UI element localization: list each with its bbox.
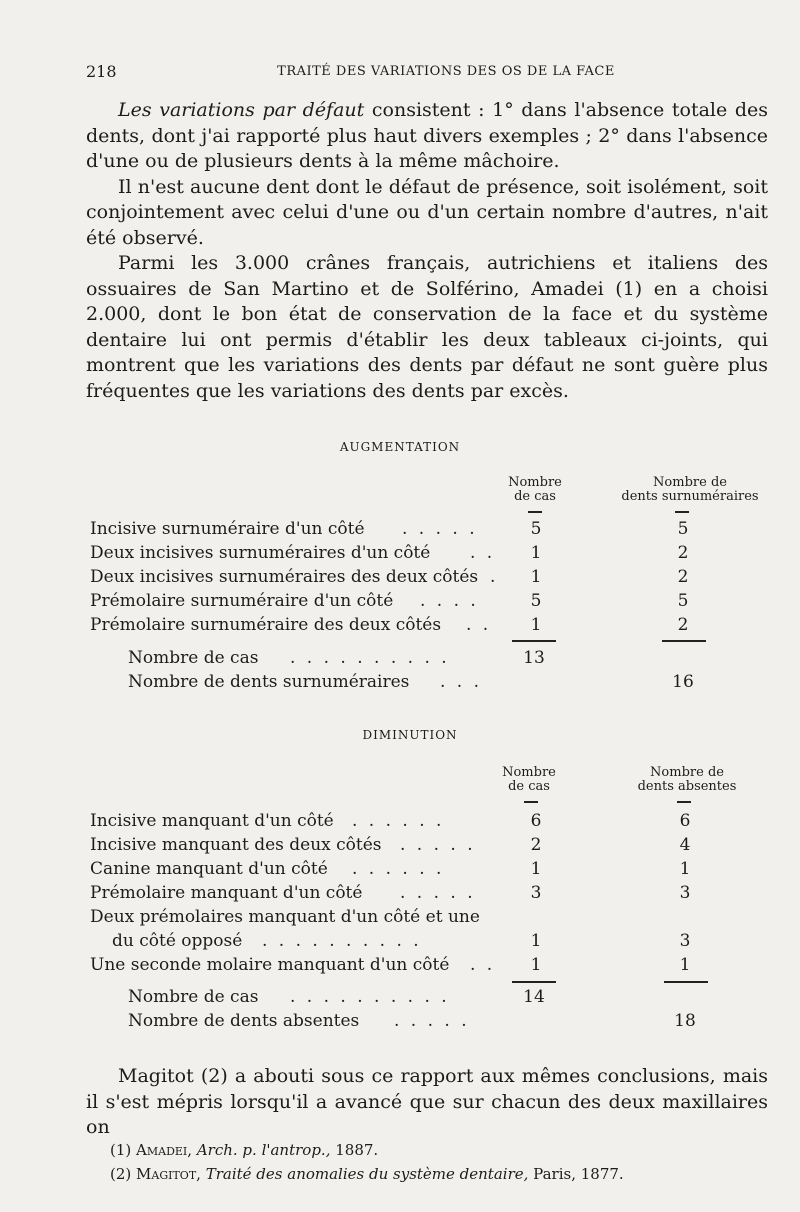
total-cases-value: 14 <box>523 987 545 1007</box>
cases-value: 6 <box>530 811 542 831</box>
teeth-value: 6 <box>679 811 691 831</box>
footnote-2 <box>110 1162 770 1186</box>
col-header-line: dents surnuméraires <box>621 489 759 504</box>
row-label: Prémolaire manquant d'un côté <box>90 883 363 903</box>
teeth-value: 1 <box>679 859 691 879</box>
row-label: Incisive manquant d'un côté <box>90 811 334 831</box>
footnote-year: 1887. <box>335 1141 379 1159</box>
sum-rule <box>512 981 556 983</box>
teeth-value: 5 <box>677 519 689 539</box>
augmentation-col-cases-header <box>505 476 565 504</box>
diminution-col-cases-header <box>497 766 561 794</box>
row-label: du côté opposé <box>112 931 243 951</box>
total-cases-value: 13 <box>523 648 545 668</box>
teeth-value: 2 <box>677 615 689 635</box>
cases-value: 3 <box>530 883 542 903</box>
paragraph-1 <box>86 98 768 175</box>
diminution-title: DIMINUTION <box>362 728 458 742</box>
cases-value: 1 <box>530 543 542 563</box>
table-row <box>90 542 768 565</box>
footnote-author: Amadei, <box>136 1141 193 1159</box>
sum-rule <box>664 981 708 983</box>
total-label: Nombre de dents absentes <box>128 1011 360 1031</box>
footnote-author: Magitot, <box>136 1165 201 1183</box>
header-dash <box>675 511 689 513</box>
table-row <box>90 614 768 637</box>
leader-dots: . <box>490 567 499 587</box>
paragraph-3: Parmi les 3.000 crânes français, autrichiens et italiens des ossuaires de San Martino et de Solférino, Amadei (1) en a choisi 2.000, dont le bon état de conservation de la face et du système dentaire lui ont permis d'établir les deux tableaux ci-joints, qui montrent que les variations des dents par défaut ne sont guère plus fréquentes que les variations des dents par excès. <box>86 252 768 402</box>
sum-rule <box>662 640 706 642</box>
row-label: Une seconde molaire manquant d'un côté <box>90 955 450 975</box>
footnote-1 <box>110 1138 770 1162</box>
leader-dots: . . <box>470 955 496 975</box>
cases-value: 1 <box>530 931 542 951</box>
table-row <box>90 906 768 929</box>
teeth-value: 4 <box>679 835 691 855</box>
total-row <box>128 671 768 694</box>
footnote-number: (1) <box>110 1141 132 1159</box>
cases-value: 5 <box>530 591 542 611</box>
col-header-line: Nombre <box>508 475 562 490</box>
leader-dots: . . . . <box>420 591 479 611</box>
teeth-value: 2 <box>677 567 689 587</box>
leader-dots: . . <box>470 543 496 563</box>
total-row <box>128 1010 768 1033</box>
leader-dots: . . . . . <box>394 1011 470 1031</box>
row-label: Deux incisives surnuméraires des deux côtés <box>90 567 479 587</box>
total-label: Nombre de dents surnuméraires <box>128 672 410 692</box>
italic-phrase: Les variations par défaut <box>118 99 365 121</box>
cases-value: 1 <box>530 955 542 975</box>
diminution-col-teeth-header <box>612 766 762 794</box>
total-teeth-value: 18 <box>674 1011 696 1031</box>
col-header-line: dents absentes <box>637 779 737 794</box>
table-row <box>112 930 768 953</box>
leader-dots: . . . . . . . . . . <box>290 648 450 668</box>
teeth-value: 2 <box>677 543 689 563</box>
table-row <box>90 518 768 541</box>
header-dash <box>524 801 538 803</box>
row-label: Incisive surnuméraire d'un côté <box>90 519 365 539</box>
cases-value: 2 <box>530 835 542 855</box>
sum-rule <box>512 640 556 642</box>
teeth-value: 3 <box>679 883 691 903</box>
row-label: Deux incisives surnuméraires d'un côté <box>90 543 431 563</box>
cases-value: 1 <box>530 615 542 635</box>
leader-dots: . . . . . . . . . . <box>262 931 422 951</box>
leader-dots: . . . . . <box>402 519 478 539</box>
teeth-value: 3 <box>679 931 691 951</box>
footnote-title: Arch. p. l'antrop., <box>196 1141 331 1159</box>
page-number: 218 <box>86 62 117 81</box>
cases-value: 5 <box>530 519 542 539</box>
leader-dots: . . . . . . . . . . <box>290 987 450 1007</box>
row-label: Incisive manquant des deux côtés <box>90 835 382 855</box>
leader-dots: . . . . . <box>400 883 476 903</box>
augmentation-title: AUGMENTATION <box>339 440 461 454</box>
table-row <box>90 566 768 589</box>
col-header-line: de cas <box>514 489 556 504</box>
table-row <box>90 954 768 977</box>
header-dash <box>528 511 542 513</box>
leader-dots: . . . . . <box>400 835 476 855</box>
cases-value: 1 <box>530 567 542 587</box>
total-teeth-value: 16 <box>672 672 694 692</box>
augmentation-col-teeth-header <box>605 476 775 504</box>
closing-text <box>86 1064 768 1141</box>
total-row <box>128 647 768 670</box>
intro-text <box>86 98 768 404</box>
row-label: Prémolaire surnuméraire d'un côté <box>90 591 394 611</box>
header-dash <box>677 801 691 803</box>
teeth-value: 1 <box>679 955 691 975</box>
leader-dots: . . . <box>440 672 483 692</box>
paragraph-1-text: consistent : 1° dans l'absence totale des dents, dont j'ai rapporté plus haut divers exemples ; 2° dans l'absence d'une ou de plusieurs dents à la même mâchoire. <box>86 99 768 172</box>
leader-dots: . . <box>466 615 492 635</box>
table-row <box>90 858 768 881</box>
col-header-line: Nombre de <box>650 765 724 780</box>
footnotes <box>110 1138 770 1186</box>
cases-value: 1 <box>530 859 542 879</box>
footnote-number: (2) <box>110 1165 132 1183</box>
table-row <box>90 882 768 905</box>
col-header-line: Nombre de <box>653 475 727 490</box>
table-row <box>90 810 768 833</box>
page-header <box>86 62 766 84</box>
paragraph-2: Il n'est aucune dent dont le défaut de présence, soit isolément, soit conjointement avec celui d'une ou d'un certain nombre d'autres, n'ait été observé. <box>86 175 768 249</box>
row-label: Deux prémolaires manquant d'un côté et une <box>90 907 480 927</box>
table-row <box>90 590 768 613</box>
footnote-title: Traité des anomalies du système dentaire, <box>205 1165 529 1183</box>
table-row <box>90 834 768 857</box>
col-header-line: Nombre <box>502 765 556 780</box>
total-row <box>128 986 768 1009</box>
col-header-line: de cas <box>508 779 550 794</box>
footnote-place-year: Paris, 1877. <box>533 1165 624 1183</box>
total-label: Nombre de cas <box>128 987 259 1007</box>
leader-dots: . . . . . . <box>352 859 445 879</box>
row-label: Prémolaire surnuméraire des deux côtés <box>90 615 442 635</box>
running-title: TRAITÉ DES VARIATIONS DES OS DE LA FACE <box>277 64 615 79</box>
closing-paragraph: Magitot (2) a abouti sous ce rapport aux mêmes conclusions, mais il s'est mépris lorsqu'il a avancé que sur chacun des deux maxillaires on <box>86 1065 768 1138</box>
total-label: Nombre de cas <box>128 648 259 668</box>
row-label: Canine manquant d'un côté <box>90 859 328 879</box>
teeth-value: 5 <box>677 591 689 611</box>
leader-dots: . . . . . . <box>352 811 445 831</box>
